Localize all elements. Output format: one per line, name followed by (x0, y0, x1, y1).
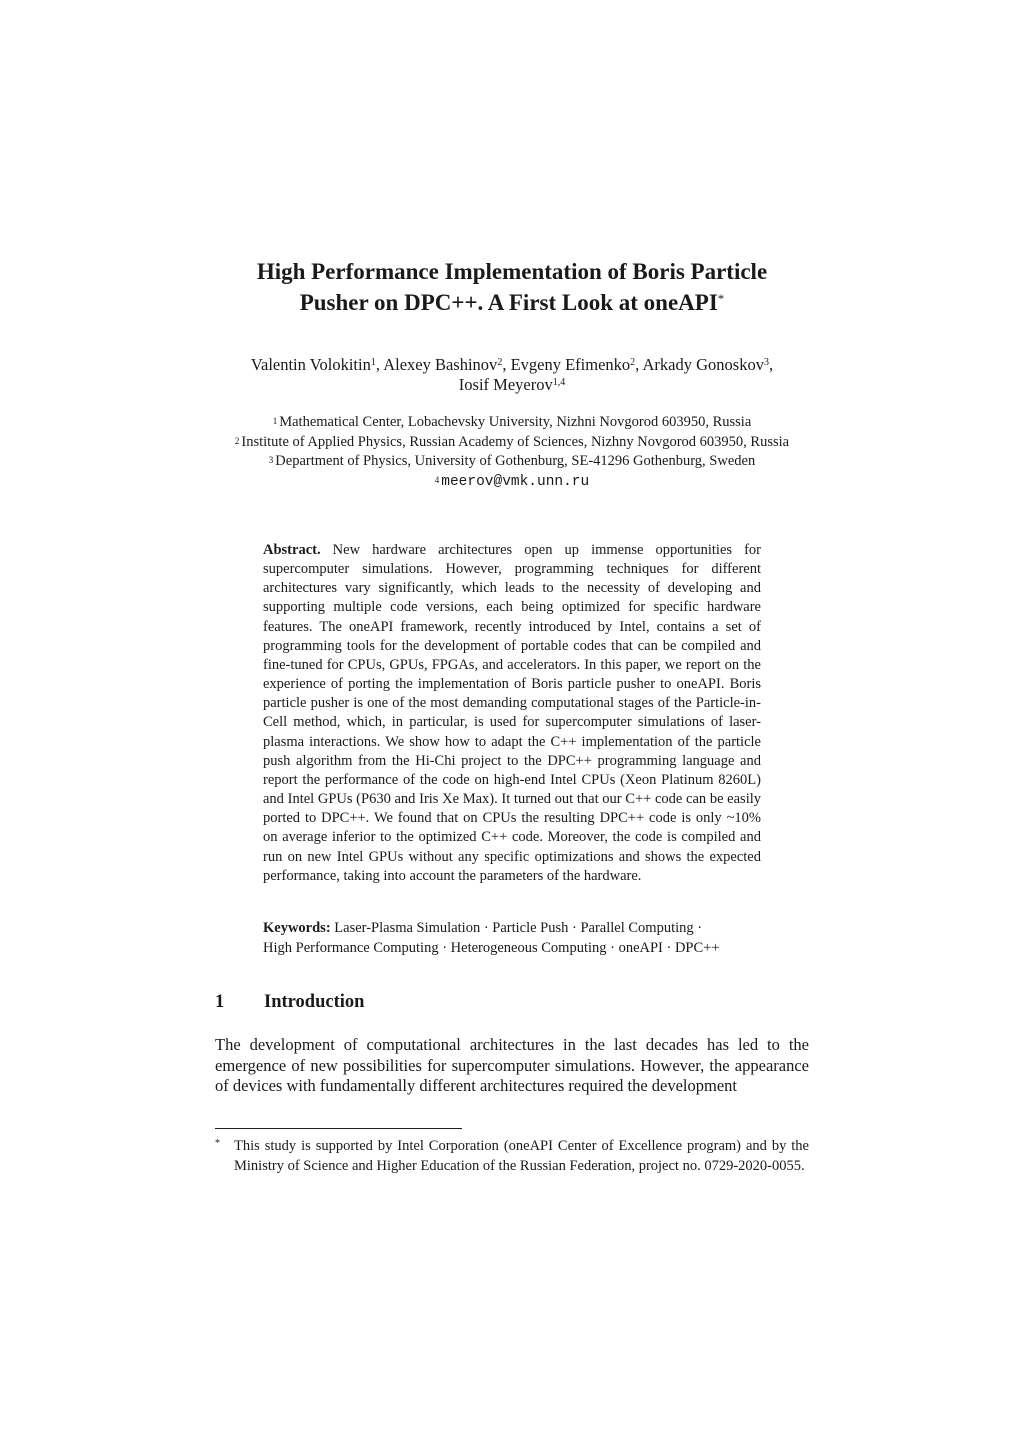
author-5: Iosif Meyerov$^{1,4}$ (458, 375, 566, 394)
paper-title (150, 256, 874, 318)
abstract-text: New hardware architectures open up immense opportunities for supercomputer simulations. However, programming techniques for different architectures vary significantly, which leads to the necessity of developing and supporting multiple code versions, each being optimized for specific hardware features. The oneAPI framework, recently introduced by Intel, contains a set of programming tools for the development of portable codes that can be compiled and fine-tuned for CPUs, GPUs, FPGAs, and accelerators. In this paper, we report on the experience of porting the implementation of Boris particle pusher to oneAPI. Boris particle pusher is one of the most demanding computational stages of the Particle-in-Cell method, which, in particular, is used for supercomputer simulations of laser-plasma interactions. We show how to adapt the C++ implementation of the particle push algorithm from the Hi-Chi project to the DPC++ programming language and report the performance of the code on high-end Intel CPUs (Xeon Platinum 8260L) and Intel GPUs (P630 and Iris Xe Max). It turned out that our C++ code can be easily ported to DPC++. We found that on CPUs the resulting DPC++ code is only ~10% on average inferior to the optimized C++ code. Moreover, the code is compiled and run on new Intel GPUs without any specific optimizations and shows the expected performance, taking into account the parameters of the hardware. (263, 542, 761, 884)
affiliation-3: $^3$ Department of Physics, University of Gothenburg, SE-41296 Gothenburg, Sweden (268, 453, 756, 469)
section-heading-introduction (215, 990, 364, 1014)
author-list (200, 355, 824, 395)
intro-paragraph: The development of computational architectures in the last decades has led to the emergence of new possibilities for supercomputer simulations. However, the appearance of devices with fundamentally different architectures required the development (215, 1035, 809, 1095)
author-4: Arkady Gonoskov$^3$, (642, 355, 774, 374)
keywords-line-1: Laser-Plasma Simulation · Particle Push · Parallel Computing · (334, 920, 703, 936)
author-2: Alexey Bashinov$^2$, (383, 355, 511, 374)
section-title: Introduction (264, 992, 365, 1012)
author-3: Evgeny Efimenko$^2$, (510, 355, 643, 374)
title-line-1: High Performance Implementation of Boris Particle (256, 259, 768, 284)
section-number: 1 (215, 992, 225, 1012)
email-address: meerov@vmk.unn.ru (441, 473, 590, 490)
keywords-label: Keywords: (263, 920, 331, 936)
abstract (263, 541, 761, 886)
title-line-2: Pusher on DPC++. A First Look at oneAPI (299, 290, 718, 315)
affiliation-email: $^4$ meerov@vmk.unn.ru (434, 473, 590, 490)
title-footnote-mark: * (717, 291, 725, 306)
footnote (215, 1137, 809, 1176)
author-1: Valentin Volokitin$^1$, (250, 355, 384, 374)
footnote-text: This study is supported by Intel Corporation (oneAPI Center of Excellence program) and by the Ministry of Science and Higher Education of the Russian Federation, project no. 0729-2020-0055. (234, 1138, 809, 1174)
keywords-line-2: High Performance Computing · Heterogeneous Computing · oneAPI · DPC++ (263, 939, 720, 956)
footnote-divider (215, 1128, 462, 1129)
affiliation-1: $^1$ Mathematical Center, Lobachevsky University, Nizhni Novgorod 603950, Russia (272, 414, 752, 430)
affiliation-list (150, 413, 874, 492)
footnote-mark: * (215, 1138, 220, 1149)
keywords (263, 919, 761, 958)
abstract-label: Abstract. (263, 542, 321, 558)
affiliation-2: $^2$ Institute of Applied Physics, Russian Academy of Sciences, Nizhny Novgorod 603950, Russia (234, 433, 790, 450)
